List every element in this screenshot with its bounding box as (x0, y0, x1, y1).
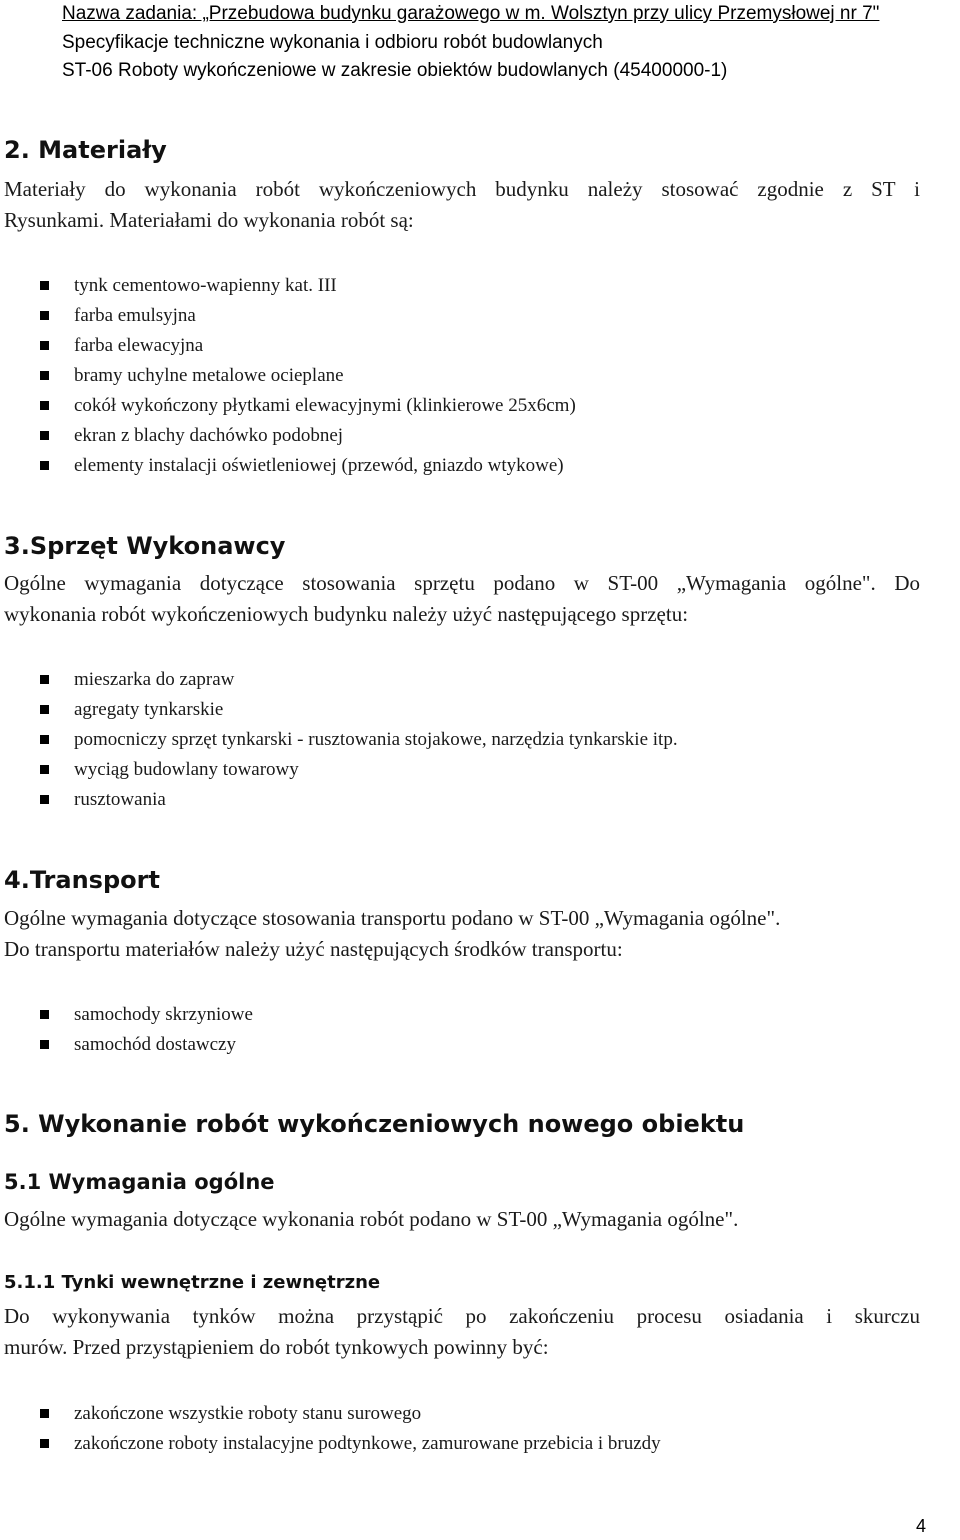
list-item (40, 1030, 253, 1060)
paragraph-line: Materiały do wykonania robót wykończeniowych budynku należy stosować zgodnie z ST i (4, 177, 920, 201)
section-4-paragraph (4, 903, 920, 965)
prerequisites-list (40, 1399, 661, 1459)
list-item (40, 421, 576, 451)
header-spec-title: Specyfikacje techniczne wykonania i odbioru robót budowlanych (62, 31, 603, 53)
square-bullet-icon (40, 461, 49, 470)
list-item-text: zakończone roboty instalacyjne podtynkowe, zamurowane przebicia i bruzdy (74, 1433, 661, 1454)
square-bullet-icon (40, 1040, 49, 1049)
square-bullet-icon (40, 341, 49, 350)
page-header (62, 0, 952, 86)
list-item (40, 665, 678, 695)
paragraph-line: Do transportu materiałów należy użyć następujących środków transportu: (4, 937, 623, 961)
paragraph-line: Ogólne wymagania dotyczące wykonania robót podano w ST-00 „Wymagania ogólne". (4, 1207, 739, 1231)
list-item (40, 391, 576, 421)
list-item-text: rusztowania (74, 789, 166, 810)
list-item (40, 695, 678, 725)
section-5-1-heading: 5.1 Wymagania ogólne (4, 1170, 275, 1194)
list-item-text: farba emulsyjna (74, 305, 196, 326)
list-item (40, 451, 576, 481)
list-item (40, 361, 576, 391)
square-bullet-icon (40, 371, 49, 380)
list-item-text: farba elewacyjna (74, 335, 204, 356)
section-2-heading: 2. Materiały (4, 136, 167, 164)
list-item-text: mieszarka do zapraw (74, 669, 235, 690)
list-item (40, 755, 678, 785)
square-bullet-icon (40, 735, 49, 744)
paragraph-line: Rysunkami. Materiałami do wykonania robót są: (4, 208, 414, 232)
section-5-heading: 5. Wykonanie robót wykończeniowych nowego obiektu (4, 1110, 745, 1138)
list-item (40, 1000, 253, 1030)
list-item-text: agregaty tynkarskie (74, 699, 224, 720)
section-5-1-1-paragraph (4, 1301, 920, 1363)
list-item-text: samochody skrzyniowe (74, 1004, 253, 1025)
paragraph-line: Do wykonywania tynków można przystąpić po zakończeniu procesu osiadania i skurczu (4, 1304, 920, 1328)
square-bullet-icon (40, 765, 49, 774)
list-item (40, 271, 576, 301)
header-task-name: Nazwa zadania: „Przebudowa budynku garażowego w m. Wolsztyn przy ulicy Przemysłowej nr 7" (62, 3, 880, 24)
list-item-text: wyciąg budowlany towarowy (74, 759, 299, 780)
list-item-text: pomocniczy sprzęt tynkarski - rusztowania stojakowe, narzędzia tynkarskie itp. (74, 729, 678, 750)
section-5-1-1-heading: 5.1.1 Tynki wewnętrzne i zewnętrzne (4, 1272, 381, 1293)
square-bullet-icon (40, 705, 49, 714)
transport-list (40, 1000, 253, 1060)
list-item (40, 725, 678, 755)
square-bullet-icon (40, 1409, 49, 1418)
equipment-list (40, 665, 678, 815)
section-5-1-paragraph (4, 1204, 920, 1235)
header-spec-code: ST-06 Roboty wykończeniowe w zakresie obiektów budowlanych (45400000-1) (62, 60, 728, 81)
square-bullet-icon (40, 1439, 49, 1448)
list-item-text: bramy uchylne metalowe ocieplane (74, 365, 344, 386)
page-number: 4 (916, 1516, 927, 1536)
square-bullet-icon (40, 675, 49, 684)
list-item (40, 785, 678, 815)
list-item-text: cokół wykończony płytkami elewacyjnymi (klinkierowe 25x6cm) (74, 395, 576, 416)
list-item-text: zakończone wszystkie roboty stanu surowego (74, 1403, 422, 1424)
list-item (40, 301, 576, 331)
square-bullet-icon (40, 1010, 49, 1019)
section-2-paragraph (4, 174, 920, 236)
list-item (40, 1399, 661, 1429)
list-item-text: tynk cementowo-wapienny kat. III (74, 275, 337, 296)
square-bullet-icon (40, 431, 49, 440)
square-bullet-icon (40, 281, 49, 290)
section-3-paragraph (4, 568, 920, 630)
section-3-heading: 3.Sprzęt Wykonawcy (4, 532, 286, 560)
materials-list (40, 271, 576, 481)
paragraph-line: Ogólne wymagania dotyczące stosowania transportu podano w ST-00 „Wymagania ogólne". (4, 906, 781, 930)
list-item-text: ekran z blachy dachówko podobnej (74, 425, 344, 446)
list-item-text: samochód dostawczy (74, 1034, 236, 1055)
list-item (40, 1429, 661, 1459)
square-bullet-icon (40, 401, 49, 410)
list-item-text: elementy instalacji oświetleniowej (przewód, gniazdo wtykowe) (74, 455, 564, 476)
paragraph-line: murów. Przed przystąpieniem do robót tynkowych powinny być: (4, 1335, 549, 1359)
paragraph-line: Ogólne wymagania dotyczące stosowania sprzętu podano w ST-00 „Wymagania ogólne". Do (4, 571, 920, 595)
list-item (40, 331, 576, 361)
square-bullet-icon (40, 311, 49, 320)
square-bullet-icon (40, 795, 49, 804)
section-4-heading: 4.Transport (4, 866, 160, 894)
paragraph-line: wykonania robót wykończeniowych budynku należy użyć następującego sprzętu: (4, 602, 689, 626)
